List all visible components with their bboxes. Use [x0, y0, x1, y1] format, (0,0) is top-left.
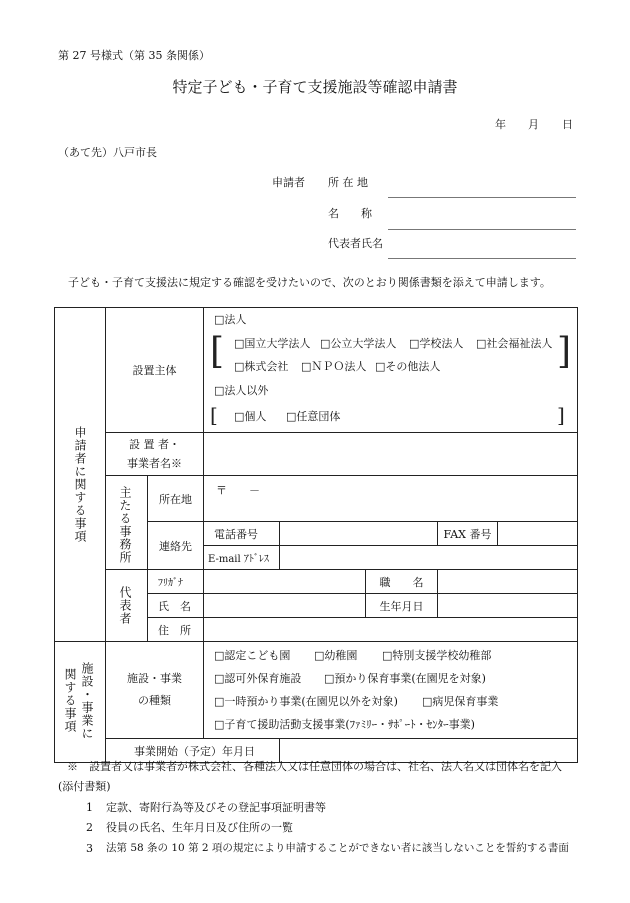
- addressee: （あて先）八戸市長: [58, 146, 157, 159]
- applicant-rep-line[interactable]: [388, 258, 576, 259]
- section-applicant-cell: [55, 308, 106, 642]
- position-label: 職 名: [366, 570, 438, 594]
- corp-type-national-university[interactable]: □国立大学法人: [234, 337, 311, 350]
- bracket-right-2: ]: [557, 403, 565, 427]
- applicant-label: 申請者: [272, 176, 305, 189]
- applicant-rep-label: 代表者氏名: [328, 237, 383, 250]
- facility-type-unlicensed[interactable]: □認可外保育施設: [214, 672, 302, 685]
- applicant-name-line[interactable]: [388, 229, 576, 230]
- rep-address-label: 住 所: [148, 618, 204, 642]
- facility-type-special-school[interactable]: □特別支援学校幼稚部: [382, 649, 492, 662]
- office-address-label: 所在地: [148, 476, 204, 522]
- establisher-label: 設置主体: [106, 308, 204, 433]
- operator-name-label: [106, 433, 204, 476]
- position-field[interactable]: [438, 570, 578, 594]
- facility-type-certified[interactable]: □認定こども園: [214, 649, 291, 662]
- section-facility-cell: [55, 642, 106, 763]
- facility-type-family-support[interactable]: □子育て援助活動支援事業(ﾌｧﾐﾘｰ・ｻﾎﾟｰﾄ・ｾﾝﾀｰ事業): [214, 718, 475, 731]
- attachment-num-2: 2: [86, 821, 93, 834]
- office-address-field[interactable]: [204, 476, 578, 522]
- facility-type-label-1: 施設・事業: [127, 672, 182, 685]
- bracket-left-2: [: [210, 403, 218, 427]
- main-office-cell: [106, 476, 148, 570]
- rep-address-field[interactable]: [204, 618, 578, 642]
- representative-cell: [106, 570, 148, 642]
- corp-type-social-welfare[interactable]: □社会福祉法人: [476, 337, 553, 350]
- section-applicant-label: 申請者に関する事項: [73, 426, 87, 543]
- corp-checkbox[interactable]: □法人: [214, 313, 247, 326]
- establisher-options: [204, 308, 578, 433]
- fax-label: FAX 番号: [438, 522, 498, 546]
- start-date-label: 事業開始（予定）年月日: [106, 739, 280, 763]
- contact-label: 連絡先: [148, 522, 204, 570]
- applicant-name-label: 名 称: [328, 207, 372, 220]
- corp-type-public-university[interactable]: □公立大学法人: [320, 337, 397, 350]
- attachments-heading: (添付書類): [58, 780, 111, 793]
- operator-name-label-1: 設 置 者・: [129, 438, 180, 451]
- facility-type-kindergarten[interactable]: □幼稚園: [314, 649, 358, 662]
- noncorp-checkbox[interactable]: □法人以外: [214, 384, 269, 397]
- bracket-left: [: [210, 331, 225, 372]
- attachment-num-1: 1: [86, 801, 93, 814]
- furigana-field[interactable]: [204, 570, 366, 594]
- facility-type-label-2: の種類: [138, 694, 171, 707]
- representative-label: 代表者: [118, 586, 132, 625]
- email-field[interactable]: [280, 546, 578, 570]
- postal-mark: 〒 －: [216, 484, 260, 497]
- facility-type-extended-care[interactable]: □預かり保育事業(在園児を対象): [324, 672, 486, 685]
- noncorp-type-voluntary[interactable]: □任意団体: [286, 410, 341, 423]
- attachment-text-2: 役員の氏名、生年月日及び住所の一覧: [106, 821, 293, 834]
- facility-type-label: [106, 642, 204, 739]
- corp-type-other[interactable]: □その他法人: [375, 360, 441, 373]
- corp-type-school[interactable]: □学校法人: [409, 337, 464, 350]
- date-year-label: 年: [495, 118, 506, 131]
- operator-name-field[interactable]: [204, 433, 578, 476]
- corp-type-npo[interactable]: □ＮＰＯ法人: [301, 360, 367, 373]
- attachment-text-1: 定款、寄附行為等及びその登記事項証明書等: [106, 801, 326, 814]
- rep-name-label: 氏 名: [148, 594, 204, 618]
- date-month-label: 月: [528, 118, 539, 131]
- phone-field[interactable]: [280, 522, 438, 546]
- facility-type-options: [204, 642, 578, 739]
- corp-type-kabushiki[interactable]: □株式会社: [234, 360, 289, 373]
- application-statement: 子ども・子育て支援法に規定する確認を受けたいので、次のとおり関係書類を添えて申請します。: [68, 276, 551, 289]
- email-label: E-mail ｱﾄﾞﾚｽ: [204, 546, 280, 570]
- phone-label: 電話番号: [204, 522, 280, 546]
- form-title: 特定子ども・子育て支援施設等確認申請書: [172, 78, 458, 96]
- facility-type-temporary-care[interactable]: □一時預かり事業(在園児以外を対象): [214, 695, 398, 708]
- application-table: [54, 307, 578, 763]
- furigana-label: ﾌﾘｶﾞﾅ: [148, 570, 204, 594]
- bracket-right: ]: [557, 331, 572, 372]
- birthdate-label: 生年月日: [366, 594, 438, 618]
- asterisk-note: ※ 設置者又は事業者が株式会社、各種法人又は任意団体の場合は、社名、法人名又は団体名を記入: [67, 760, 562, 773]
- main-office-label: 主たる事務所: [118, 486, 132, 564]
- start-date-field[interactable]: [280, 739, 578, 763]
- section-facility-label-b: 関する事項: [63, 668, 77, 733]
- operator-name-label-2: 事業者名※: [127, 457, 182, 470]
- attachment-num-3: 3: [86, 842, 93, 855]
- birthdate-field[interactable]: [438, 594, 578, 618]
- applicant-address-label: 所 在 地: [328, 176, 368, 189]
- form-number: 第 27 号様式（第 35 条関係）: [58, 49, 210, 62]
- fax-field[interactable]: [498, 522, 578, 546]
- facility-type-sick-child[interactable]: □病児保育事業: [422, 695, 499, 708]
- applicant-address-line[interactable]: [388, 197, 576, 198]
- date-day-label: 日: [562, 118, 573, 131]
- section-facility-label-a: 施設・事業に: [80, 662, 94, 740]
- rep-name-field[interactable]: [204, 594, 366, 618]
- attachment-text-3: 法第 58 条の 10 第 2 項の規定により申請することができない者に該当しないことを誓約する書面: [106, 842, 569, 854]
- noncorp-type-individual[interactable]: □個人: [234, 410, 267, 423]
